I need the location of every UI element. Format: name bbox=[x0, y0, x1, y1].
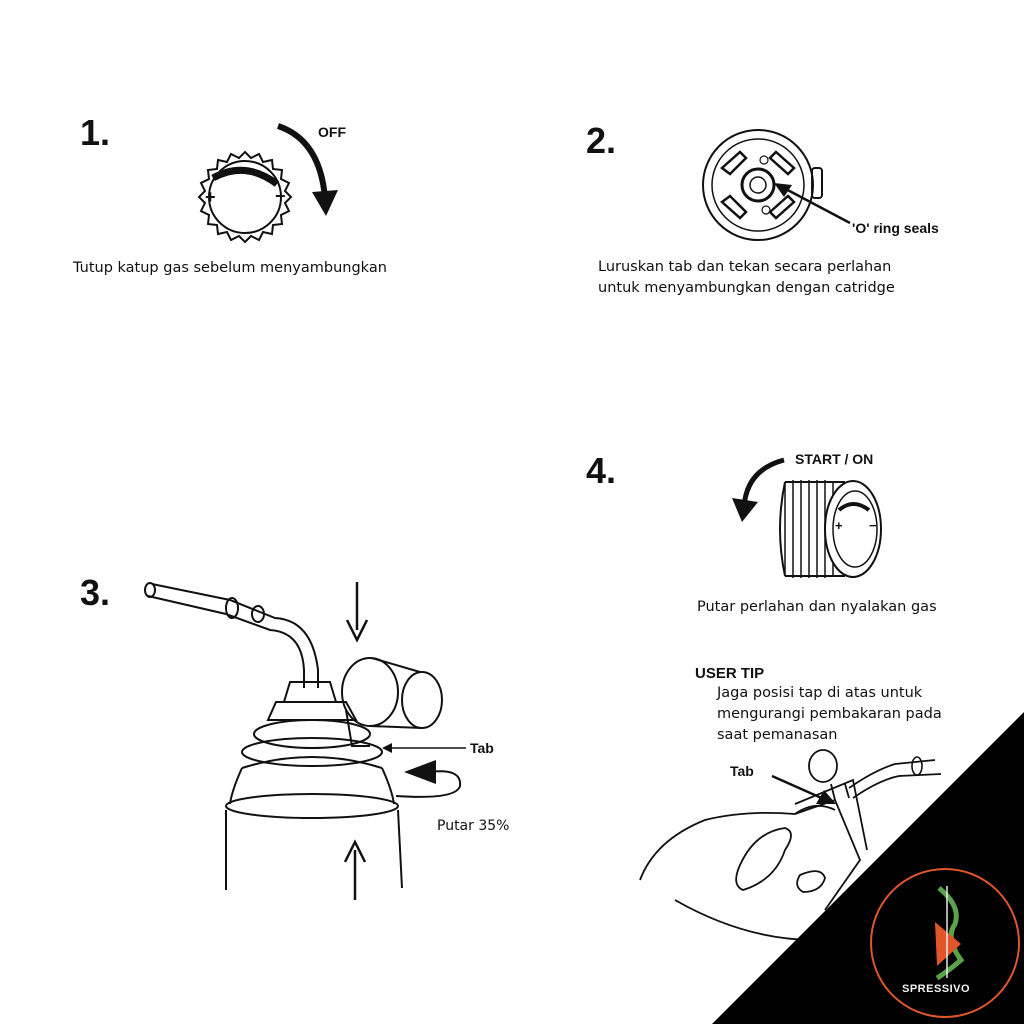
step-1-number: 1. bbox=[80, 112, 111, 153]
step-1-caption: Tutup katup gas sebelum menyambungkan bbox=[73, 260, 387, 276]
rotate-label: Putar 35% bbox=[437, 818, 510, 834]
brand-logo bbox=[870, 868, 1020, 1018]
svg-text:−: − bbox=[275, 186, 286, 206]
brand-name: SPRESSIVO bbox=[902, 983, 971, 995]
user-tip-line-3: saat pemanasan bbox=[717, 727, 838, 743]
start-on-label: START / ON bbox=[795, 451, 874, 467]
o-ring-seals-label: 'O' ring seals bbox=[852, 220, 939, 236]
user-tip-tab-label: Tab bbox=[730, 763, 754, 779]
brand-logo-mark-icon bbox=[917, 882, 977, 982]
user-tip-title: USER TIP bbox=[695, 665, 765, 682]
step-2-number: 2. bbox=[586, 120, 617, 161]
svg-text:+: + bbox=[835, 518, 843, 533]
svg-text:+: + bbox=[205, 187, 216, 207]
step-3-number: 3. bbox=[80, 572, 111, 613]
step-3-tab-label: Tab bbox=[470, 740, 494, 756]
step-2-caption-line-2: untuk menyambungkan dengan catridge bbox=[598, 280, 895, 296]
step-2-caption-line-1: Luruskan tab dan tekan secara perlahan bbox=[598, 259, 892, 275]
user-tip-line-2: mengurangi pembakaran pada bbox=[717, 706, 942, 722]
user-tip-line-1: Jaga posisi tap di atas untuk bbox=[717, 685, 923, 701]
step-4-number: 4. bbox=[586, 450, 617, 491]
off-label: OFF bbox=[318, 124, 346, 140]
svg-text:−: − bbox=[869, 518, 877, 533]
step-4-caption: Putar perlahan dan nyalakan gas bbox=[697, 599, 937, 615]
